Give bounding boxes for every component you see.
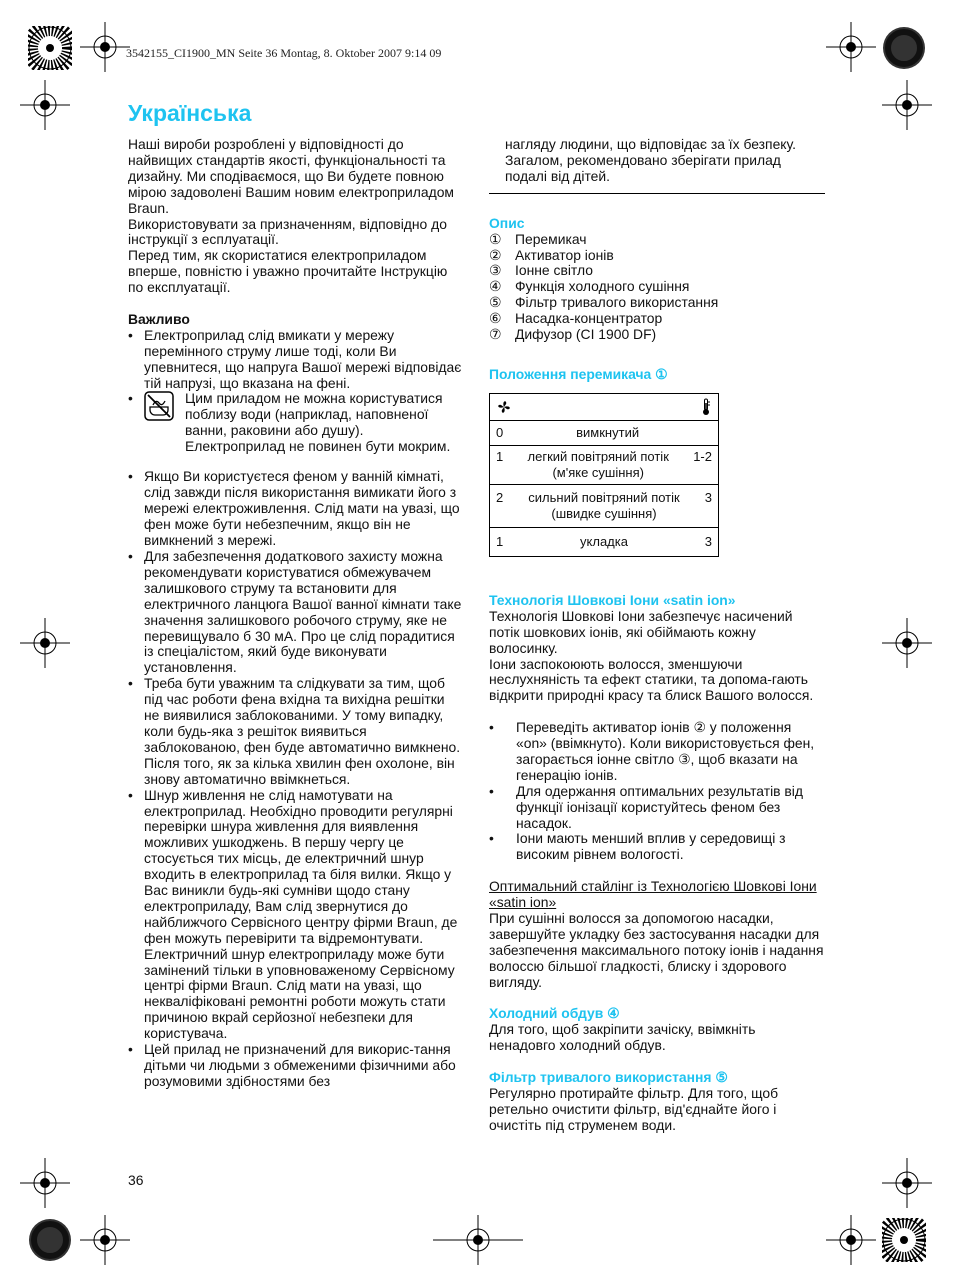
- cold-shot-paragraph: Для того, щоб закріпити зачіску, ввімкніть ненадовго холодний обдув.: [489, 1021, 756, 1054]
- description-item-3: ③ Іонне світло: [489, 262, 593, 279]
- optimal-paragraph: При сушінні волосся за допомогою насадки, завершуйте укладку без застосування насадки для забезпечення максимального потоку іонів і надання волоссю більшої гладкості, блиску і здорового вигляду.: [489, 909, 824, 990]
- filter-paragraph: Регулярно протирайте фільтр. Для того, щоб ретельно очистити фільтр, від'єднайте його і очистіть під струменем води.: [489, 1084, 779, 1133]
- continued-paragraph: нагляду людини, що відповідає за їх безпеку. Загалом, рекомендовано зберігати прилад подалі від дітей.: [505, 136, 796, 184]
- thermometer-icon: [700, 398, 712, 416]
- registration-mark-right-lower: [882, 1158, 932, 1208]
- description-item-7: ⑦ Дифузор (CI 1900 DF): [489, 326, 657, 343]
- registration-mark-right-middle: [882, 618, 932, 668]
- satin-paragraph-2: Іони заспокоюють волосся, зменшуючи неслухняність та ефект статики, та допома-гають відкрити природні красу та блиск Вашого волосся.: [489, 655, 814, 704]
- important-item: • Якщо Ви користуєтеся феном у ванній кімнаті, слід завжди після використання вимикати його з мережі електроживлення. Слід мати на увазі, що фен може бути небезпечним, якщо він не вимкнений з мережі.: [128, 469, 462, 549]
- starburst-mark-top-right: [882, 26, 926, 70]
- intro-paragraph-2: Використовувати за призначенням, відповідно до інструкції з есплуатації.: [128, 215, 447, 248]
- switch-table-header: [490, 393, 719, 420]
- important-item: • Шнур живлення не слід намотувати на електроприлад. Необхідно проводити регулярні перевірки шнура живлення для виявлення можливих ушкоджень. В першу чергу це стосується тих місць, де електричний шнур входить в електроприлад та біля вилки. Якщо у Вас виникли будь-які сумніви щодо стану електроприладу, Вам слід звернутися до найближчого Сервісного центру фірми Braun, де фен можуть перевірити та відремонтувати. Електричний шнур електроприладу може бути замінений тільки в уповноваженому Сервісному центрі фірми Braun. Слід мати на увазі, що некваліфіковані ремонтні роботи можуть стати причиною вкрай серйозної небезпеки для користувача.: [128, 788, 462, 1043]
- optimal-heading: Оптимальний стайлінг із Технологією Шовкові Іони «satin ion»: [489, 878, 817, 911]
- page-number: 36: [128, 1172, 144, 1188]
- registration-mark-bottom-left: [80, 1215, 130, 1265]
- intro-paragraph-1: Наші вироби розроблені у відповідності до найвищих стандартів якості, функціональності та дизайну. Ми сподіваємося, що Ви будете повною мірою задоволені Вашим новим електроприладом Braun.: [128, 136, 454, 216]
- registration-mark-left-lower: [20, 1158, 70, 1208]
- registration-mark-top-left: [80, 22, 130, 72]
- satin-heading: Технологія Шовкові Іони «satin ion»: [489, 591, 736, 608]
- print-header: 3542155_CI1900_MN Seite 36 Montag, 8. Oktober 2007 9:14 09: [126, 46, 442, 60]
- important-list: [128, 328, 462, 1090]
- registration-mark-top-right: [826, 22, 876, 72]
- starburst-mark-bottom-left: [28, 1218, 72, 1262]
- satin-item: • Переведіть активатор іонів ② у положення «on» (ввімкнуто). Коли використовується фен, загорається іонне світло ③, щоб вказати на генерацію іонів.: [489, 720, 825, 784]
- important-item-text: Цим приладом не можна користуватися поблизу води (наприклад, наповненої ванни, раковини або душу). Електроприлад не повинен бути мокрим.: [185, 390, 451, 455]
- intro-paragraph-3: Перед тим, як скористатися електроприладом вперше, повністю і уважно прочитайте Інструкцію по експлуатації.: [128, 247, 448, 296]
- satin-item: • Для одержання оптимальних результатів від функції іонізації користуйтесь феном без насадок.: [489, 784, 825, 832]
- filter-heading: Фільтр тривалого використання ⑤: [489, 1069, 728, 1085]
- satin-item: • Іони мають менший вплив у середовищі з високим рівнем вологості.: [489, 831, 825, 863]
- important-item: • Цей прилад не призначений для викорис-тання дітьми чи людьми з обмеженими фізичними або розумовими здібностями без: [128, 1042, 462, 1090]
- cold-shot-heading: Холодний обдув ④: [489, 1005, 620, 1022]
- switch-table: [489, 393, 719, 557]
- description-item-2: ② Активатор іонів: [489, 246, 614, 263]
- registration-mark-bottom-right: [826, 1215, 876, 1265]
- important-item: • Для забезпечення додаткового захисту можна рекомендувати користуватися обмежувачем залишкового струму та встановити для електричного ланцюга Вашої ванної кімнати таке значення залишкового робочого струму, яке не перевищувало б 30 мА. Про це слід порадитися із спеціалістом, який буде виконувати установлення.: [128, 549, 462, 676]
- description-heading: Опис: [489, 214, 525, 231]
- important-heading: Важливо: [128, 310, 190, 327]
- description-item-5: ⑤ Фільтр тривалого використання: [489, 294, 719, 311]
- registration-mark-right-upper: [882, 80, 932, 130]
- right-column: [489, 137, 825, 1134]
- no-water-icon: [144, 391, 174, 421]
- satin-paragraph-1: Технологія Шовкові Іони забезпечує насичений потік шовкових іонів, які обіймають кожну волосинку.: [489, 607, 793, 656]
- satin-list: [489, 720, 825, 863]
- description-item-1: ① Перемикач: [489, 230, 587, 247]
- important-item-water: [128, 391, 462, 469]
- registration-mark-left-middle: [20, 618, 70, 668]
- switch-row: 1 укладка 3: [490, 527, 719, 556]
- registration-mark-bottom-center: [433, 1215, 523, 1265]
- left-column: [128, 137, 462, 1090]
- description-item-6: ⑥ Насадка-концентратор: [489, 310, 663, 327]
- important-item: • Треба бути уважним та слідкувати за тим, щоб під час роботи фена вхідна та вихідна решітки не виявилися заблокованими. У тому випадку, коли будь-яка з решіток виявиться заблокованою, фен буде автоматично вимкнено. Після того, як за кілька хвилин фен охолоне, він знову автоматично ввімкнеться.: [128, 676, 462, 787]
- fan-icon: [496, 399, 512, 415]
- starburst-mark-bottom-right: [882, 1218, 926, 1262]
- switch-row: 1 легкий повітряний потік (м'яке сушіння) 1-2: [490, 445, 719, 484]
- switch-row: 2 сильний повітряний потік (швидке сушіння) 3: [490, 484, 719, 527]
- important-item: • Електроприлад слід вмикати у мережу перемінного струму лише тоді, коли Ви упевнитеся, що напруга Вашої мережі відповідає тій напрузі, що вказана на фені.: [128, 328, 462, 392]
- page-title: Українська: [128, 100, 252, 126]
- registration-mark-left-upper: [20, 80, 70, 130]
- description-item-4: ④ Функція холодного сушіння: [489, 278, 690, 295]
- switch-heading: Положення перемикача ①: [489, 365, 668, 382]
- starburst-mark-top-left: [28, 26, 72, 70]
- switch-row: 0 вимкнутий: [490, 420, 719, 445]
